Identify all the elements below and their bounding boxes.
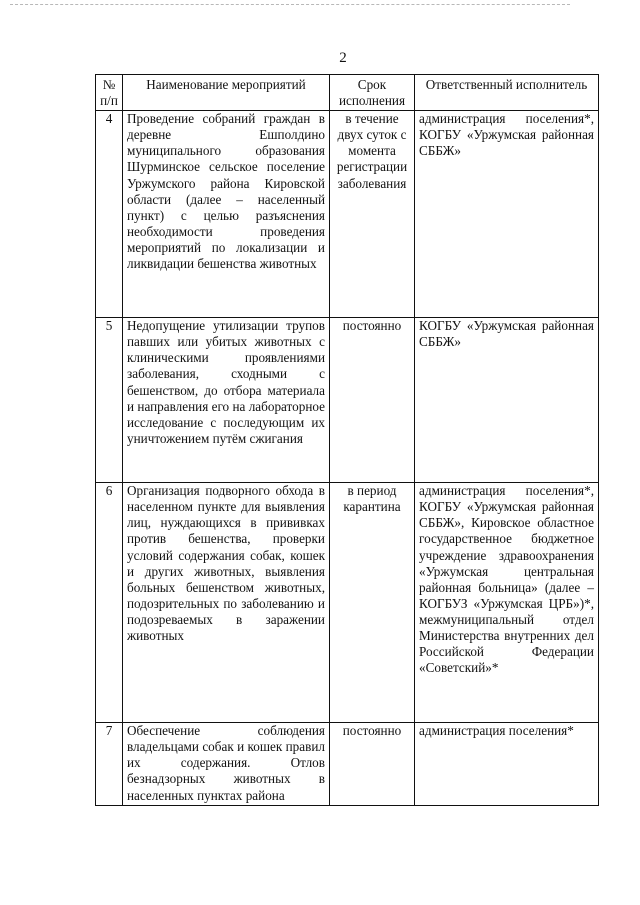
- row-executor: КОГБУ «Уржумская районная СББЖ»: [415, 318, 599, 483]
- row-measure: Недопущение утилизации трупов павших или убитых животных с клиническими проявлениями заболевания, сходными с бешенством, до отбора материала и направления его на лабораторное исследование с последующим их уничтожением путём сжигания: [123, 318, 330, 483]
- row-measure: Обеспечение соблюдения владельцами собак и кошек правил их содержания. Отлов безнадзорных животных в населенных пунктах района: [123, 723, 330, 806]
- row-num: 5: [96, 318, 123, 483]
- row-measure: Организация подворного обхода в населенном пункте для выявления лиц, нуждающихся в прививках против бешенства, проверки условий содержания собак, кошек и других животных, выявления больных бешенством животных, подозрительных по заболеванию и подозреваемых в заражении животных: [123, 483, 330, 723]
- row-num: 7: [96, 723, 123, 806]
- row-measure: Проведение собраний граждан в деревне Ешполдино муниципального образования Шурминское сельское поселение Уржумского района Кировской области (далее – населенный пункт) с целью разъяснения необходимости проведения мероприятий по локализации и ликвидации бешенства животных: [123, 111, 330, 318]
- header-name: Наименование мероприятий: [123, 75, 330, 111]
- page-number: 2: [339, 50, 347, 66]
- table-row: [96, 111, 599, 318]
- row-term: постоянно: [330, 723, 415, 806]
- row-term: в период карантина: [330, 483, 415, 723]
- row-term: в течение двух суток с момента регистрации заболевания: [330, 111, 415, 318]
- table-header-row: [96, 75, 599, 111]
- row-executor: администрация поселения*, КОГБУ «Уржумская районная СББЖ», Кировское областное государственное бюджетное учреждение здравоохранения «Уржумская центральная районная больница» (далее – КОГБУЗ «Уржумская ЦРБ»)*, межмуниципальный отдел Министерства внутренних дел Российской Федерации «Советский»*: [415, 483, 599, 723]
- row-executor: администрация поселения*: [415, 723, 599, 806]
- header-num: № п/п: [96, 75, 123, 111]
- row-executor: администрация поселения*, КОГБУ «Уржумская районная СББЖ»: [415, 111, 599, 318]
- row-num: 6: [96, 483, 123, 723]
- row-term: постоянно: [330, 318, 415, 483]
- row-num: 4: [96, 111, 123, 318]
- scan-edge-line: [10, 4, 570, 5]
- table-row: [96, 483, 599, 723]
- header-executor: Ответственный исполнитель: [415, 75, 599, 111]
- measures-table: [95, 74, 599, 806]
- table-row: [96, 723, 599, 806]
- table-row: [96, 318, 599, 483]
- header-term: Срок исполнения: [330, 75, 415, 111]
